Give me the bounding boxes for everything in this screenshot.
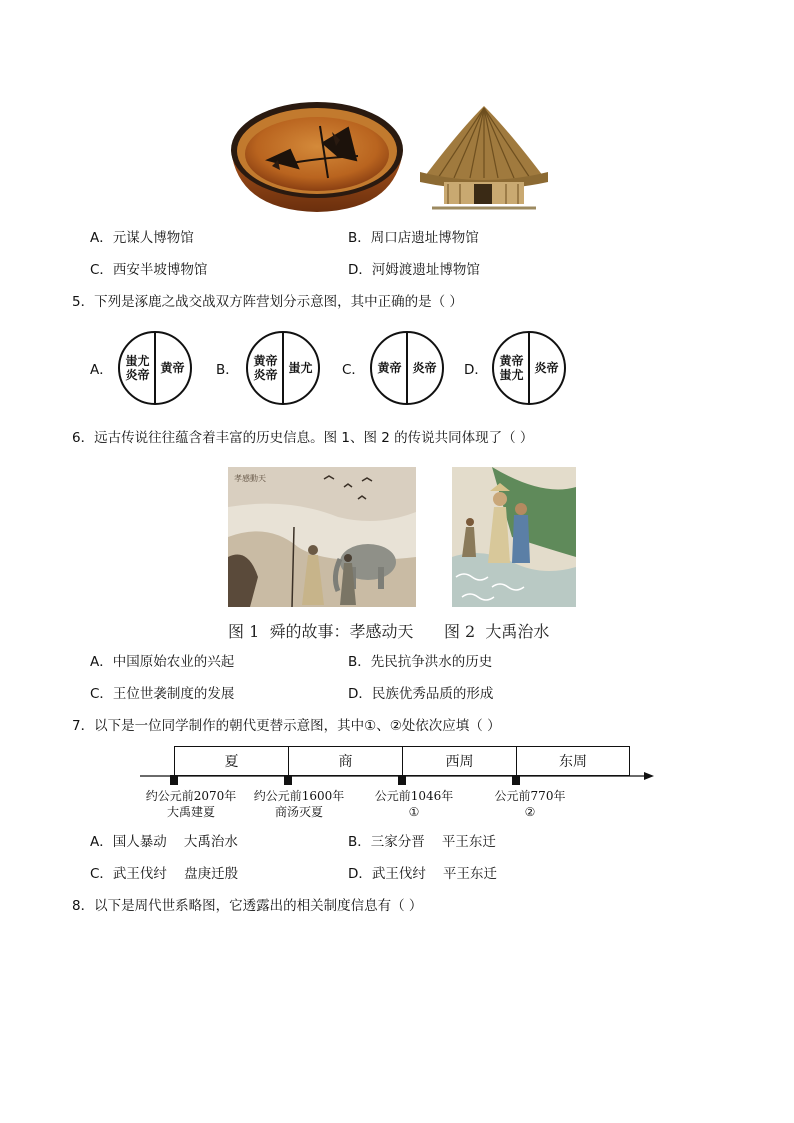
- q6-option-a: A．中国原始农业的兴起: [90, 654, 235, 670]
- timeline-dynasty-eastern-zhou: 东周: [516, 746, 630, 776]
- q7-option-a: A．国人暴动 大禹治水: [90, 834, 238, 850]
- painted-pottery-bowl-image: [228, 98, 406, 214]
- q5-circle-d: 黄帝 蚩尤 炎帝: [492, 331, 566, 405]
- timeline-label: 约公元前1600年 商汤灭夏: [253, 789, 345, 819]
- timeline-dynasty-western-zhou: 西周: [402, 746, 517, 776]
- timeline-mark: [512, 775, 520, 785]
- q5-circle-b: 黄帝 炎帝 蚩尤: [246, 331, 320, 405]
- q8-stem: 8．以下是周代世系略图，它透露出的相关制度信息有（ ）: [72, 898, 423, 914]
- q7-option-c: C．武王伐纣 盘庚迁殷: [90, 866, 239, 882]
- timeline-mark: [170, 775, 178, 785]
- timeline-mark: [284, 775, 292, 785]
- q5-label-d: D．: [464, 362, 488, 378]
- q6-stem: 6．远古传说往往蕴含着丰富的历史信息。图 1、图 2 的传说共同体现了（ ）: [72, 430, 534, 446]
- q4-option-a: A．元谋人博物馆: [90, 230, 194, 246]
- dayu-flood-control-painting: [452, 467, 576, 607]
- q5-circle-a: 蚩尤 炎帝 黄帝: [118, 331, 192, 405]
- q6-option-b: B．先民抗争洪水的历史: [348, 654, 493, 670]
- q6-figure-caption: 图 1 舜的故事：孝感动天 图 2 大禹治水: [228, 622, 550, 641]
- timeline-dynasty-shang: 商: [288, 746, 403, 776]
- q4-option-d: D．河姆渡遗址博物馆: [348, 262, 480, 278]
- q6-option-d: D．民族优秀品质的形成: [348, 686, 494, 702]
- q7-option-b: B．三家分晋 平王东迁: [348, 834, 496, 850]
- q5-label-a: A．: [90, 362, 113, 378]
- q4-option-c: C．西安半坡博物馆: [90, 262, 208, 278]
- q5-label-b: B．: [216, 362, 239, 378]
- timeline-label: 约公元前2070年 大禹建夏: [145, 789, 237, 819]
- timeline-label: 公元前1046年 ①: [374, 789, 454, 819]
- q6-option-c: C．王位世袭制度的发展: [90, 686, 235, 702]
- svg-text:孝感動天: 孝感動天: [234, 474, 266, 483]
- q7-option-d: D．武王伐纣 平王东迁: [348, 866, 498, 882]
- thatched-hut-image: [418, 102, 550, 214]
- q5-stem: 5．下列是涿鹿之战交战双方阵营划分示意图，其中正确的是（ ）: [72, 294, 463, 310]
- q7-stem: 7．以下是一位同学制作的朝代更替示意图，其中①、②处依次应填（ ）: [72, 718, 501, 734]
- timeline-dynasty-xia: 夏: [174, 746, 289, 776]
- q4-option-b: B．周口店遗址博物馆: [348, 230, 479, 246]
- q5-circle-c: 黄帝 炎帝: [370, 331, 444, 405]
- timeline-mark: [398, 775, 406, 785]
- timeline-label: 公元前770年 ②: [494, 789, 566, 819]
- q5-label-c: C．: [342, 362, 365, 378]
- shun-filial-piety-painting: [228, 467, 416, 607]
